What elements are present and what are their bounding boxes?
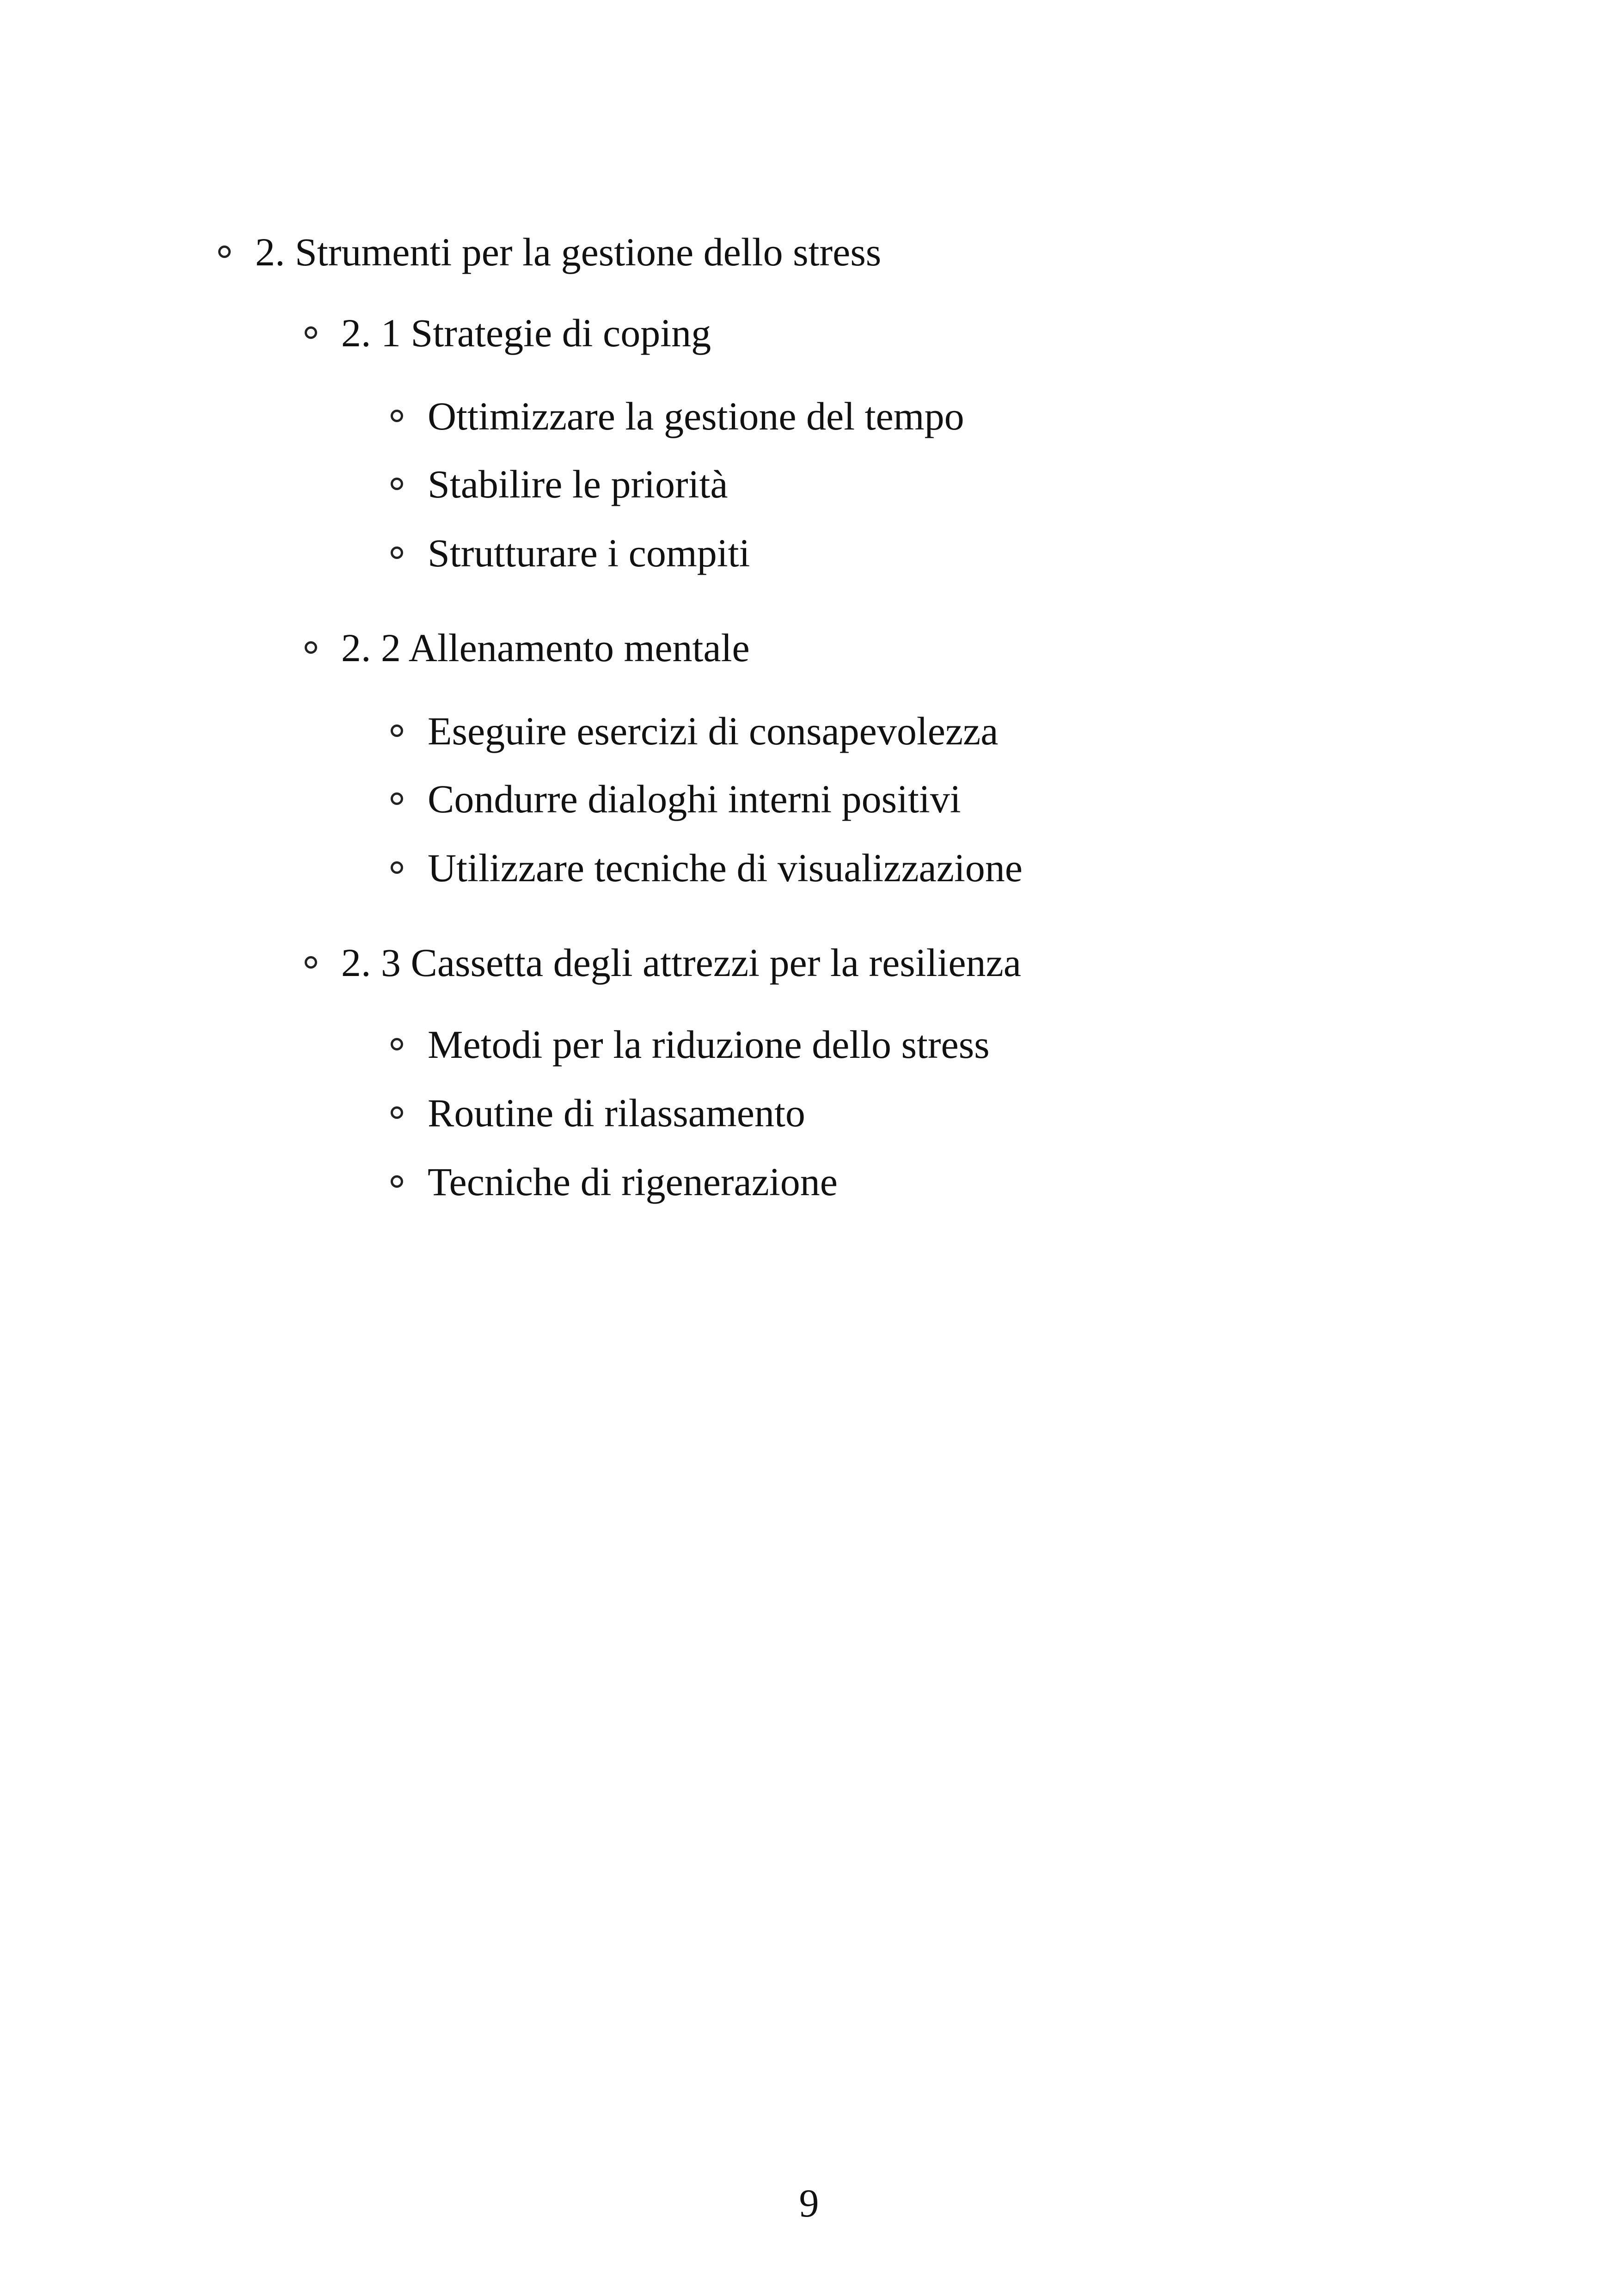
outline-list-item: Eseguire esercizi di consapevolezza <box>428 709 999 753</box>
circle-bullet-icon <box>391 410 403 422</box>
outline-list-item: Tecniche di rigenerazione <box>428 1160 838 1204</box>
outline-list-item: Stabilire le priorità <box>428 462 728 506</box>
circle-bullet-icon <box>391 1106 403 1119</box>
circle-bullet-icon <box>391 1038 403 1050</box>
circle-bullet-icon <box>218 246 231 258</box>
outline-list-item: Ottimizzare la gestione del tempo <box>428 394 964 438</box>
outline-subsection-heading: 2. 2 Allenamento mentale <box>341 626 750 670</box>
outline-list-item: Utilizzare tecniche di visualizzazione <box>428 846 1023 890</box>
page-number: 9 <box>799 2181 819 2225</box>
outline-list-item: Metodi per la riduzione dello stress <box>428 1022 990 1067</box>
circle-bullet-icon <box>391 546 403 559</box>
circle-bullet-icon <box>305 326 317 339</box>
circle-bullet-icon <box>391 861 403 874</box>
circle-bullet-icon <box>391 478 403 490</box>
circle-bullet-icon <box>391 1175 403 1188</box>
outline-section-heading: 2. Strumenti per la gestione dello stress <box>255 230 882 274</box>
outline-subsection-heading: 2. 1 Strategie di coping <box>341 311 711 355</box>
circle-bullet-icon <box>391 792 403 805</box>
circle-bullet-icon <box>391 724 403 737</box>
outline-list-item: Routine di rilassamento <box>428 1091 805 1135</box>
outline-list-item: Strutturare i compiti <box>428 531 750 575</box>
outline-list-item: Condurre dialoghi interni positivi <box>428 777 961 821</box>
outline-subsection-heading: 2. 3 Cassetta degli attrezzi per la resilienza <box>341 940 1021 985</box>
circle-bullet-icon <box>305 956 317 969</box>
circle-bullet-icon <box>305 641 317 654</box>
